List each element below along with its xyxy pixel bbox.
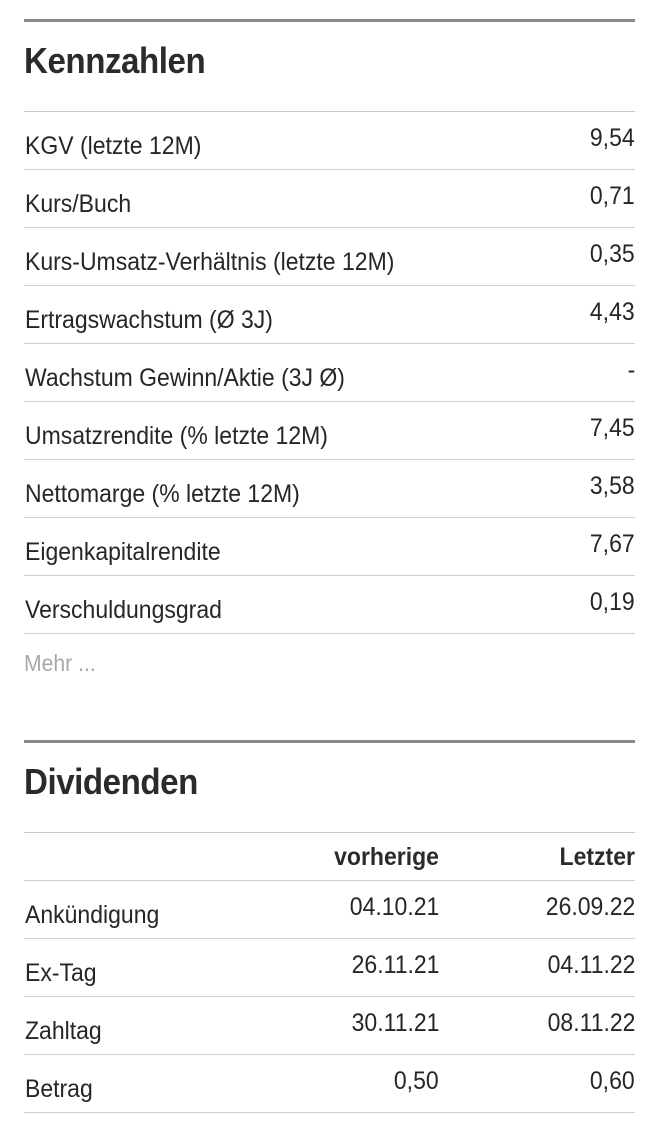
row-value: 0,35 [590,240,635,268]
kennzahlen-section [24,19,635,634]
row-label: Verschuldungsgrad [25,596,222,624]
dividenden-section [24,740,635,1113]
table-row [24,576,635,634]
table-row [24,402,635,460]
row-label: Kurs-Umsatz-Verhältnis (letzte 12M) [25,248,395,276]
row-label: Kurs/Buch [25,190,132,218]
table-row [24,939,635,997]
row-label: Ankündigung [25,901,160,929]
row-label: Betrag [25,1075,93,1103]
column-header-latest: Letzter [559,843,635,871]
row-label: Eigenkapitalrendite [25,538,221,566]
row-latest-value: 04.11.22 [547,951,635,979]
table-row [24,344,635,402]
row-value: - [627,356,635,384]
table-row [24,1055,635,1113]
section-top-rule [24,19,635,22]
table-row [24,112,635,170]
table-header-row [24,833,635,881]
row-value: 7,45 [590,414,635,442]
row-latest-value: 0,60 [590,1067,635,1095]
row-value: 9,54 [590,124,635,152]
table-row [24,518,635,576]
section-top-rule [24,740,635,743]
table-row [24,460,635,518]
kennzahlen-table [24,112,635,634]
row-previous-value: 30.11.21 [351,1009,439,1037]
row-previous-value: 04.10.21 [349,893,439,921]
row-value: 0,71 [590,182,635,210]
row-label: Zahltag [25,1017,102,1045]
row-value: 3,58 [590,472,635,500]
table-row [24,170,635,228]
row-label: KGV (letzte 12M) [25,132,202,160]
row-value: 7,67 [590,530,635,558]
row-value: 4,43 [590,298,635,326]
row-label: Wachstum Gewinn/Aktie (3J Ø) [25,364,345,392]
table-row [24,286,635,344]
row-previous-value: 26.11.21 [351,951,439,979]
row-value: 0,19 [590,588,635,616]
more-link[interactable]: Mehr ... [24,650,96,676]
table-row [24,228,635,286]
row-latest-value: 08.11.22 [547,1009,635,1037]
row-latest-value: 26.09.22 [545,893,635,921]
row-label: Umsatzrendite (% letzte 12M) [25,422,328,450]
kennzahlen-title: Kennzahlen [24,40,206,81]
column-header-previous: vorherige [334,843,439,871]
table-row [24,881,635,939]
row-label: Nettomarge (% letzte 12M) [25,480,300,508]
row-label: Ex-Tag [25,959,97,987]
row-label: Ertragswachstum (Ø 3J) [25,306,273,334]
table-row [24,997,635,1055]
row-previous-value: 0,50 [394,1067,439,1095]
dividenden-title: Dividenden [24,761,198,802]
